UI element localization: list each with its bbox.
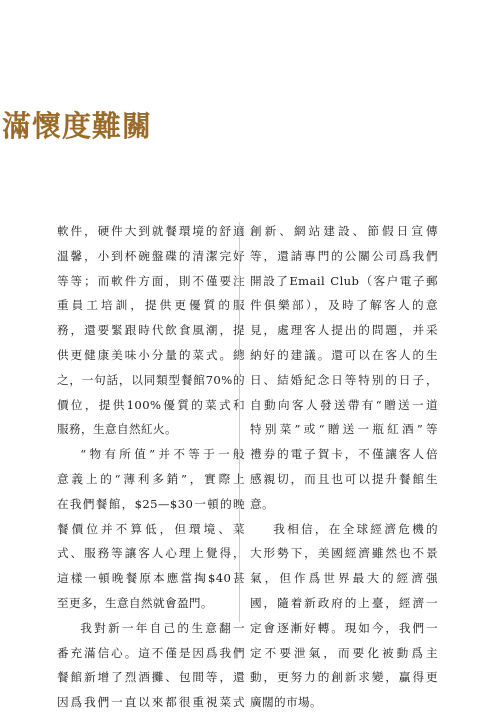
text-line: 定不要泄氣，而要化被動爲主 — [250, 645, 438, 660]
column-divider — [239, 222, 240, 622]
text-line: “物有所值”并不等于一般 — [80, 447, 245, 462]
text-line: 開設了Email Club（客户電子郵 — [250, 273, 438, 288]
text-line: 定會逐漸好轉。現如今，我們一 — [250, 620, 438, 635]
text-line: 自動向客人發送帶有“贈送一道 — [250, 397, 438, 412]
text-line: 廣闊的市場。 — [250, 695, 322, 710]
text-line: 件俱樂部），及時了解客人的意 — [250, 298, 438, 313]
right-text-column — [250, 219, 438, 715]
text-line: 務，還要緊跟時代飲食風潮，提 — [57, 323, 245, 338]
text-line: 納好的建議。還可以在客人的生 — [250, 347, 438, 362]
text-line: 價位，提供100%優質的菜式和 — [57, 397, 245, 412]
text-line: 供更健康美味小分量的菜式。總 — [57, 347, 245, 362]
text-line: 服務，生意自然紅火。 — [57, 422, 177, 437]
left-text-column — [57, 219, 245, 715]
text-line: 餐價位并不算低，但環境、菜 — [57, 521, 245, 536]
text-line: 日、結婚紀念日等特别的日子， — [250, 372, 438, 387]
text-line: 這樣一頓晚餐原本應當掏$40甚 — [57, 571, 245, 586]
text-line: 動，更努力的創新求變，贏得更 — [250, 670, 438, 685]
text-line: 等等；而軟件方面，則不僅要注 — [57, 273, 245, 288]
text-line: 特别菜”或“贈送一瓶紅酒”等 — [250, 422, 438, 437]
text-line: 餐館新增了烈酒攤、包間等，還 — [57, 670, 245, 685]
text-line: 創新、網站建設、節假日宣傳 — [250, 224, 438, 238]
text-line: 我對新一年自己的生意翻一 — [80, 620, 245, 635]
text-line: 國，隨着新政府的上臺，經濟一 — [250, 595, 438, 610]
text-line: 氣，但作爲世界最大的經濟强 — [250, 571, 438, 586]
text-line: 因爲我們一直以來都很重視菜式 — [57, 695, 245, 710]
section-heading: 滿懷度難關 — [2, 109, 153, 143]
text-line: 至更多，生意自然就會盈門。 — [57, 595, 213, 610]
text-line: 意。 — [250, 496, 274, 511]
text-line: 我相信，在全球經濟危機的 — [273, 521, 438, 536]
text-line: 番充滿信心。這不僅是因爲我們 — [57, 645, 245, 660]
text-line: 見，處理客人提出的問題，并采 — [250, 323, 438, 338]
text-line: 式、服務等讓客人心理上覺得， — [57, 546, 245, 561]
text-line: 等，還請專門的公關公司爲我們 — [250, 248, 438, 263]
text-line: 溫馨，小到杯碗盤碟的清潔完好 — [57, 248, 245, 263]
text-line: 軟件，硬件大到就餐環境的舒適 — [57, 224, 245, 238]
text-line: 在我們餐館，$25—$30一頓的晚 — [57, 496, 245, 511]
text-line: 感親切，而且也可以提升餐館生 — [250, 471, 438, 486]
text-line: 之，一句話，以同類型餐館70%的 — [57, 372, 245, 387]
text-line: 大形勢下，美國經濟雖然也不景 — [250, 546, 438, 561]
text-line: 禮券的電子賀卡，不僅讓客人倍 — [250, 447, 438, 462]
text-line: 意義上的“薄利多銷”，實際上 — [57, 471, 245, 486]
text-line: 重員工培訓，提供更優質的服 — [57, 298, 245, 313]
